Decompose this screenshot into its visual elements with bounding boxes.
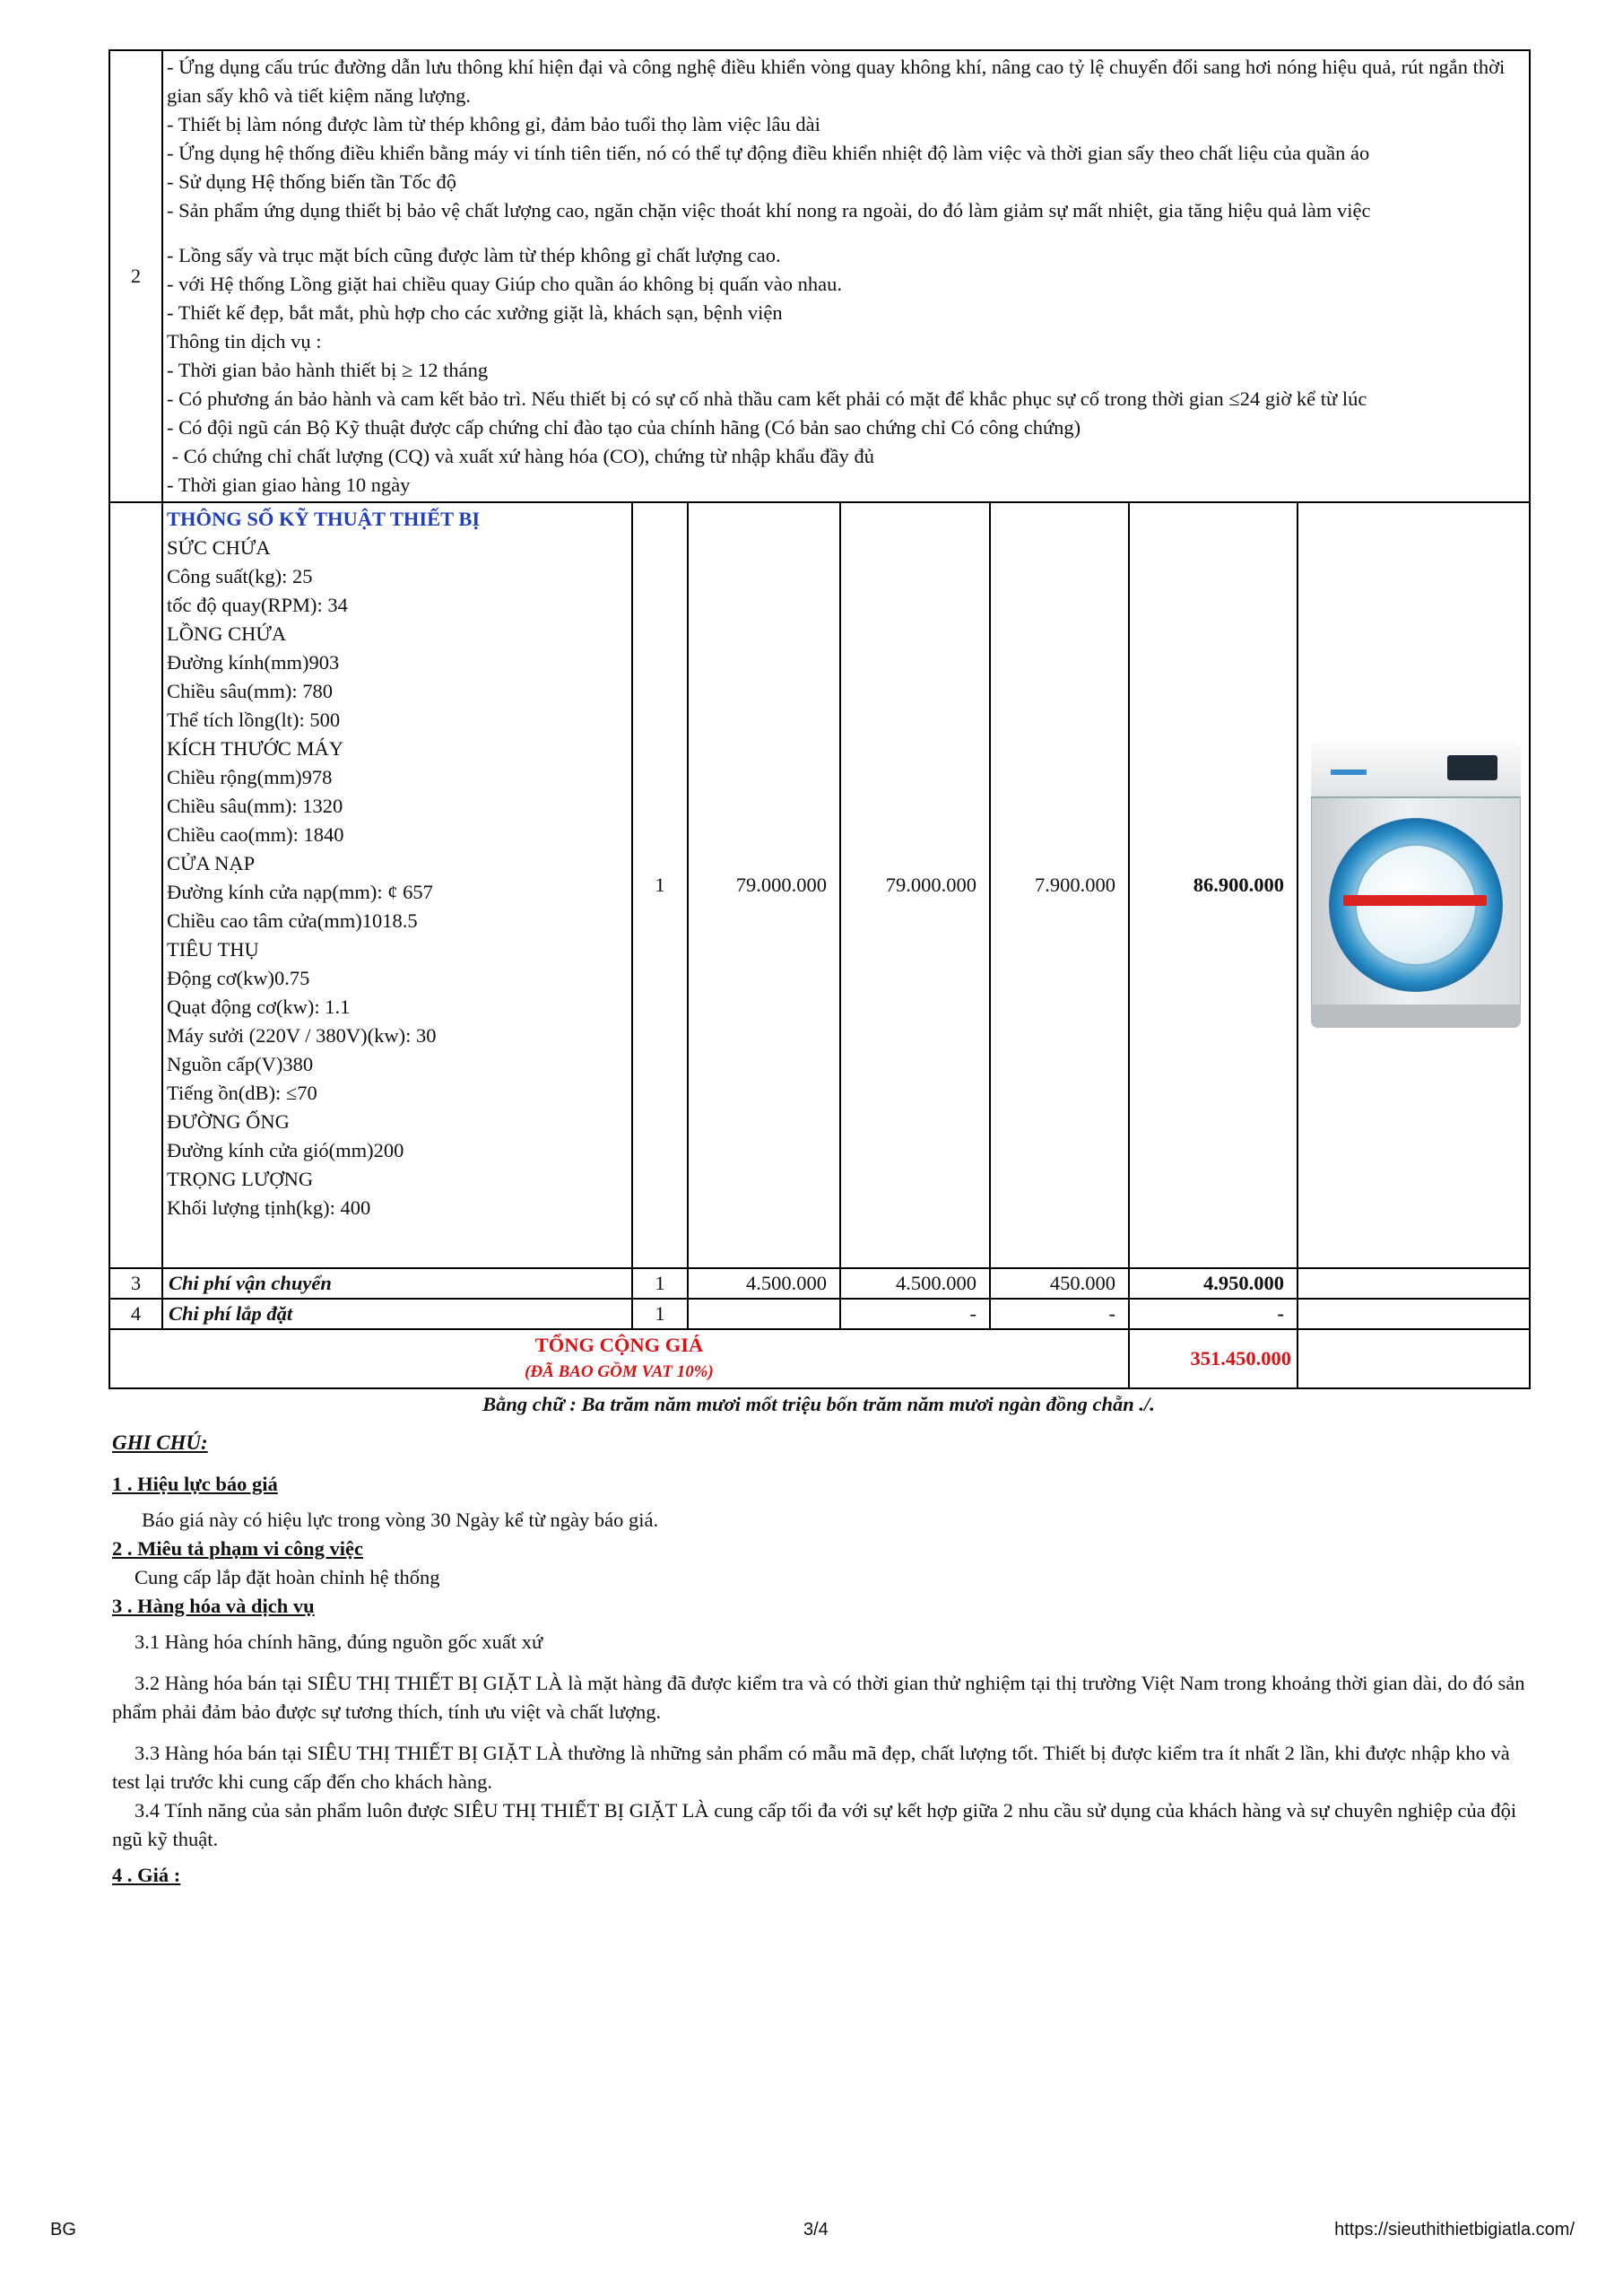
spec-line: Quạt động cơ(kw): 1.1 bbox=[167, 996, 351, 1018]
feature-line: - với Hệ thống Lồng giặt hai chiều quay Giúp cho quần áo không bị quấn vào nhau. bbox=[167, 273, 842, 295]
vat-cell: 7.900.000 bbox=[990, 502, 1129, 1268]
service-line: - Có phương án bảo hành và cam kết bảo trì. Nếu thiết bị có sự cố nhà thầu cam kết phải có mặt để khắc phục sự cố trong thời gian ≤24 giờ kể từ lúc bbox=[167, 387, 1367, 410]
spec-line: Máy sưởi (220V / 380V)(kw): 30 bbox=[167, 1024, 437, 1047]
quantity-cell: 1 bbox=[632, 502, 688, 1268]
feature-line: - Ứng dụng hệ thống điều khiển bằng máy vi tính tiên tiến, nó có thể tự động điều khiển nhiệt độ làm việc và thời gian sấy theo chất liệu của quần áo bbox=[167, 142, 1370, 164]
spec-title: THÔNG SỐ KỸ THUẬT THIẾT BỊ bbox=[167, 508, 481, 530]
section-title: 4 . Giá : bbox=[112, 1864, 181, 1886]
feature-line: - Sử dụng Hệ thống biến tần Tốc độ bbox=[167, 170, 456, 193]
spec-line: Chiều rộng(mm)978 bbox=[167, 766, 333, 788]
service-line: - Thời gian giao hàng 10 ngày bbox=[167, 474, 411, 496]
spec-line: LỒNG CHỨA bbox=[167, 622, 287, 645]
section-title: 1 . Hiệu lực báo giá bbox=[112, 1473, 278, 1495]
empty-cell bbox=[1298, 1299, 1530, 1329]
quote-table bbox=[108, 49, 1531, 1389]
table-row-specs bbox=[109, 502, 1530, 1268]
unit-price-cell: 4.500.000 bbox=[688, 1268, 840, 1299]
section-text: 3.4 Tính năng của sản phẩm luôn được SIÊU THỊ THIẾT BỊ GIẶT LÀ cung cấp tối đa với sự kết hợp giữa 2 nhu cầu sử dụng của khách hàng và sự chuyên nghiệp của đội ngũ kỹ thuật. bbox=[112, 1799, 1517, 1850]
quantity-cell: 1 bbox=[632, 1299, 688, 1329]
footer-left-label: BG bbox=[50, 2220, 76, 2239]
product-image-cell bbox=[1298, 502, 1530, 1268]
spec-line: Thể tích lồng(lt): 500 bbox=[167, 709, 341, 731]
spec-line: Đường kính cửa gió(mm)200 bbox=[167, 1139, 404, 1161]
feature-line: - Sản phẩm ứng dụng thiết bị bảo vệ chất lượng cao, ngăn chặn việc thoát khí nong ra ngoài, do đó làm giảm sự mất nhiệt, gia tăng hiệu quả làm việc bbox=[167, 199, 1371, 222]
unit-price-cell bbox=[688, 1299, 840, 1329]
spec-line: TRỌNG LƯỢNG bbox=[167, 1168, 314, 1190]
empty-cell bbox=[1298, 1329, 1530, 1388]
spec-list bbox=[162, 502, 632, 1268]
footer-url[interactable]: https://sieuthithietbigiatla.com/ bbox=[1334, 2220, 1575, 2239]
item-name: Chi phí vận chuyển bbox=[162, 1268, 632, 1299]
spec-line: tốc độ quay(RPM): 34 bbox=[167, 594, 348, 616]
service-line: - Có đội ngũ cán Bộ Kỹ thuật được cấp chứng chỉ đào tạo của chính hãng (Có bản sao chứng chỉ Có công chứng) bbox=[167, 416, 1081, 439]
spec-line: KÍCH THƯỚC MÁY bbox=[167, 737, 344, 760]
section-title: 2 . Miêu tả phạm vi công việc bbox=[112, 1537, 363, 1560]
grand-total-value: 351.450.000 bbox=[1129, 1329, 1298, 1388]
spec-line: TIÊU THỤ bbox=[167, 938, 259, 961]
vat-cell: 450.000 bbox=[990, 1268, 1129, 1299]
quantity-cell: 1 bbox=[632, 1268, 688, 1299]
total-cell: 4.950.000 bbox=[1129, 1268, 1298, 1299]
amount-cell: 79.000.000 bbox=[840, 502, 990, 1268]
section-text: 3.3 Hàng hóa bán tại SIÊU THỊ THIẾT BỊ GIẶT LÀ thường là những sản phẩm có mẫu mã đẹp, chất lượng tốt. Thiết bị được kiểm tra ít nhất 2 lần, khi được nhập kho và test lại trước khi cung cấp đến cho khách hàng. bbox=[112, 1742, 1510, 1793]
table-row-2-description bbox=[109, 50, 1530, 502]
feature-line: - Ứng dụng cấu trúc đường dẫn lưu thông khí hiện đại và công nghệ điều khiển vòng quay không khí, nâng cao tỷ lệ chuyển đổi sang hơi nóng hiệu quả, rút ngắn thời gian sấy khô và tiết kiệm năng lượng. bbox=[167, 56, 1506, 107]
service-info-heading: Thông tin dịch vụ : bbox=[167, 330, 322, 352]
spec-line: ĐƯỜNG ỐNG bbox=[167, 1110, 290, 1133]
row-number: 3 bbox=[109, 1268, 162, 1299]
page-number: 3/4 bbox=[803, 2220, 829, 2239]
spec-line: Chiều cao(mm): 1840 bbox=[167, 823, 344, 846]
section-title: 3 . Hàng hóa và dịch vụ bbox=[112, 1595, 315, 1617]
table-row bbox=[109, 1268, 1530, 1299]
row-number: 4 bbox=[109, 1299, 162, 1329]
notes-section bbox=[112, 1429, 1529, 1890]
amount-cell: - bbox=[840, 1299, 990, 1329]
service-line: - Có chứng chỉ chất lượng (CQ) và xuất xứ hàng hóa (CO), chứng từ nhập khẩu đầy đủ bbox=[167, 445, 874, 467]
section-text: Cung cấp lắp đặt hoàn chỉnh hệ thống bbox=[135, 1566, 440, 1588]
section-text: 3.1 Hàng hóa chính hãng, đúng nguồn gốc xuất xứ bbox=[135, 1631, 543, 1653]
dryer-image bbox=[1304, 735, 1528, 1036]
vat-cell: - bbox=[990, 1299, 1129, 1329]
grand-total-label bbox=[109, 1329, 1129, 1388]
unit-price-cell: 79.000.000 bbox=[688, 502, 840, 1268]
table-row bbox=[109, 1299, 1530, 1329]
section-text: 3.2 Hàng hóa bán tại SIÊU THỊ THIẾT BỊ GIẶT LÀ là mặt hàng đã được kiểm tra và có thời gian thử nghiệm tại thị trường Việt Nam trong khoảng thời gian dài, do đó sản phẩm phải đảm bảo được sự tương thích, tính ưu việt và chất lượng. bbox=[112, 1672, 1525, 1723]
spec-line: Chiều cao tâm cửa(mm)1018.5 bbox=[167, 909, 418, 932]
feature-line: - Thiết kế đẹp, bắt mắt, phù hợp cho các xưởng giặt là, khách sạn, bệnh viện bbox=[167, 301, 783, 324]
total-cell: - bbox=[1129, 1299, 1298, 1329]
item-name: Chi phí lắp đặt bbox=[162, 1299, 632, 1329]
total-cell: 86.900.000 bbox=[1129, 502, 1298, 1268]
spec-line: Khối lượng tịnh(kg): 400 bbox=[167, 1196, 371, 1219]
notes-heading: GHI CHÚ: bbox=[112, 1431, 208, 1454]
spec-line: Động cơ(kw)0.75 bbox=[167, 967, 310, 989]
spec-line: Công suất(kg): 25 bbox=[167, 565, 313, 587]
empty-cell bbox=[109, 502, 162, 1268]
spec-line: Chiều sâu(mm): 1320 bbox=[167, 795, 343, 817]
spec-line: CỬA NẠP bbox=[167, 852, 256, 874]
spec-line: Nguồn cấp(V)380 bbox=[167, 1053, 314, 1075]
spec-line: SỨC CHỨA bbox=[167, 536, 271, 559]
empty-cell bbox=[1298, 1268, 1530, 1299]
feature-line: - Thiết bị làm nóng được làm từ thép không gỉ, đảm bảo tuổi thọ làm việc lâu dài bbox=[167, 113, 820, 135]
spec-line: Chiều sâu(mm): 780 bbox=[167, 680, 333, 702]
spec-line: Tiếng ồn(dB): ≤70 bbox=[167, 1082, 317, 1104]
section-text: Báo giá này có hiệu lực trong vòng 30 Ngày kể từ ngày báo giá. bbox=[142, 1509, 659, 1531]
spec-line: Đường kính cửa nạp(mm): ¢ 657 bbox=[167, 881, 433, 903]
amount-cell: 4.500.000 bbox=[840, 1268, 990, 1299]
service-line: - Thời gian bảo hành thiết bị ≥ 12 tháng bbox=[167, 359, 489, 381]
feature-line: - Lồng sấy và trục mặt bích cũng được làm từ thép không gỉ chất lượng cao. bbox=[167, 244, 781, 266]
product-features bbox=[162, 50, 1530, 502]
grand-total-sublabel: (ĐÃ BAO GỒM VAT 10%) bbox=[525, 1362, 714, 1381]
grand-total-title: TỔNG CỘNG GIÁ bbox=[534, 1334, 704, 1356]
grand-total-row bbox=[109, 1329, 1530, 1388]
row-number: 2 bbox=[109, 50, 162, 502]
amount-in-words: Bằng chữ : Ba trăm năm mươi mốt triệu bốn trăm năm mươi ngàn đồng chẵn ./. bbox=[482, 1393, 1155, 1415]
spec-line: Đường kính(mm)903 bbox=[167, 651, 340, 674]
